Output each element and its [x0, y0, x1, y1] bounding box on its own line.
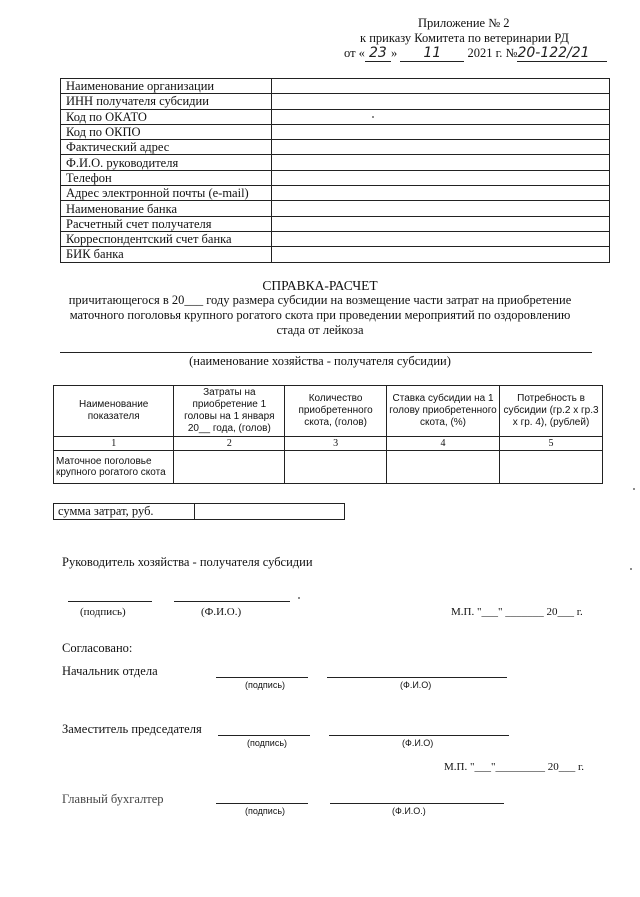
col-header-need: Потребность в субсидии (гр.2 х гр.3 х гр. 4), (рублей): [500, 386, 603, 437]
sum-box: [53, 503, 345, 520]
date-day: 23: [365, 46, 391, 62]
doc-subtitle-line2: маточного поголовья крупного рогатого скота при проведении мероприятий по оздоровлению: [69, 308, 571, 322]
row-label-cattle: Маточное поголовье крупного рогатого скота: [54, 451, 174, 484]
requisite-value-cell[interactable]: [272, 170, 610, 185]
requisite-label: БИК банка: [61, 247, 272, 262]
head-signature-line[interactable]: [68, 601, 152, 602]
requisite-label: Код по ОКАТО: [61, 109, 272, 124]
order-number: 20-122/21: [517, 46, 607, 62]
dept-head-label: Начальник отдела: [62, 664, 158, 678]
date-month: 11: [400, 46, 464, 62]
sum-label: сумма затрат, руб.: [58, 504, 154, 518]
doc-title: СПРАВКА-РАСЧЕТ: [262, 278, 378, 293]
requisite-row: [61, 247, 610, 262]
cell-quantity[interactable]: [285, 451, 387, 484]
accountant-signature-line[interactable]: [216, 803, 308, 804]
appendix-title: Приложение № 2: [418, 16, 510, 30]
doc-subtitle-line1: причитающегося в 20___ году размера субсидии на возмещение части затрат на приобретение: [68, 293, 572, 307]
order-reference: к приказу Комитета по ветеринарии РД: [360, 31, 569, 45]
cell-rate[interactable]: [386, 451, 499, 484]
col-number: 2: [174, 437, 285, 451]
scan-speck: [372, 116, 374, 118]
requisite-row: [61, 155, 610, 170]
scan-speck: [630, 568, 632, 570]
requisite-row: [61, 201, 610, 216]
head-stamp-date: М.П. "___" _______ 20___ г.: [451, 606, 583, 618]
scan-speck: [633, 488, 635, 490]
requisite-value-cell[interactable]: [272, 186, 610, 201]
requisite-row: [61, 216, 610, 231]
requisite-label: Код по ОКПО: [61, 124, 272, 139]
requisite-row: [61, 109, 610, 124]
deputy-signature-line[interactable]: [218, 735, 310, 736]
dept-head-signature-line[interactable]: [216, 677, 308, 678]
requisite-value-cell[interactable]: [272, 231, 610, 246]
accountant-sign-caption: (подпись): [245, 806, 286, 816]
col-number: 4: [386, 437, 499, 451]
requisite-value-cell[interactable]: [272, 109, 610, 124]
requisite-value-cell[interactable]: [272, 124, 610, 139]
requisite-label: Ф.И.О. руководителя: [61, 155, 272, 170]
deputy-sign-caption: (подпись): [247, 738, 288, 748]
requisite-value-cell[interactable]: [272, 247, 610, 262]
requisite-row: [61, 186, 610, 201]
requisite-row: [61, 79, 610, 94]
head-fio-caption: (Ф.И.О.): [201, 606, 242, 618]
head-sign-caption: (подпись): [80, 606, 126, 618]
requisite-label: Расчетный счет получателя: [61, 216, 272, 231]
requisite-row: [61, 124, 610, 139]
requisite-row: [61, 94, 610, 109]
col-number: 1: [54, 437, 174, 451]
order-date-line: [344, 46, 607, 62]
agreed-label: Согласовано:: [62, 641, 133, 655]
date-mid: »: [390, 46, 398, 60]
requisite-row: [61, 231, 610, 246]
calculation-table: [53, 385, 603, 484]
dept-head-fio-caption: (Ф.И.О): [400, 680, 432, 690]
col-header-cost: Затраты на приобретение 1 головы на 1 января 20__ года, (голов): [174, 386, 285, 437]
accountant-fio-caption: (Ф.И.О.): [392, 806, 426, 816]
farm-name-line: [60, 352, 592, 353]
deputy-label: Заместитель председателя: [62, 722, 202, 736]
col-header-indicator: Наименование показателя: [54, 386, 174, 437]
col-header-rate: Ставка субсидии на 1 голову приобретенного скота, (%): [386, 386, 499, 437]
cell-need[interactable]: [500, 451, 603, 484]
doc-subtitle-line3: стада от лейкоза: [276, 323, 364, 337]
date-year: 2021 г. №: [467, 46, 518, 60]
requisite-label: Наименование организации: [61, 79, 272, 94]
requisite-label: Фактический адрес: [61, 140, 272, 155]
requisite-row: [61, 140, 610, 155]
requisite-value-cell[interactable]: [272, 216, 610, 231]
accountant-label: Главный бухгалтер: [62, 792, 164, 806]
farm-name-caption: (наименование хозяйства - получателя субсидии): [189, 354, 451, 368]
accountant-fio-line[interactable]: [330, 803, 504, 804]
requisites-table: [60, 78, 610, 263]
requisite-value-cell[interactable]: [272, 155, 610, 170]
deputy-fio-caption: (Ф.И.О): [402, 738, 434, 748]
head-title: Руководитель хозяйства - получателя субсидии: [62, 555, 313, 569]
deputy-fio-line[interactable]: [329, 735, 509, 736]
dept-head-sign-caption: (подпись): [245, 680, 286, 690]
requisite-label: ИНН получателя субсидии: [61, 94, 272, 109]
col-number: 5: [500, 437, 603, 451]
dept-head-fio-line[interactable]: [327, 677, 507, 678]
requisite-value-cell[interactable]: [272, 140, 610, 155]
requisite-row: [61, 170, 610, 185]
requisite-label: Наименование банка: [61, 201, 272, 216]
sum-value-cell[interactable]: [194, 504, 345, 519]
scan-speck: [298, 597, 300, 599]
head-fio-line[interactable]: [174, 601, 290, 602]
requisite-label: Адрес электронной почты (e-mail): [61, 186, 272, 201]
requisite-label: Корреспондентский счет банка: [61, 231, 272, 246]
requisite-value-cell[interactable]: [272, 94, 610, 109]
cell-cost[interactable]: [174, 451, 285, 484]
date-prefix: от «: [344, 46, 365, 60]
approval-stamp-date: М.П. "___"_________ 20___ г.: [444, 761, 584, 773]
requisite-label: Телефон: [61, 170, 272, 185]
requisite-value-cell[interactable]: [272, 79, 610, 94]
col-number: 3: [285, 437, 387, 451]
col-header-quantity: Количество приобретенного скота, (голов): [285, 386, 387, 437]
requisite-value-cell[interactable]: [272, 201, 610, 216]
